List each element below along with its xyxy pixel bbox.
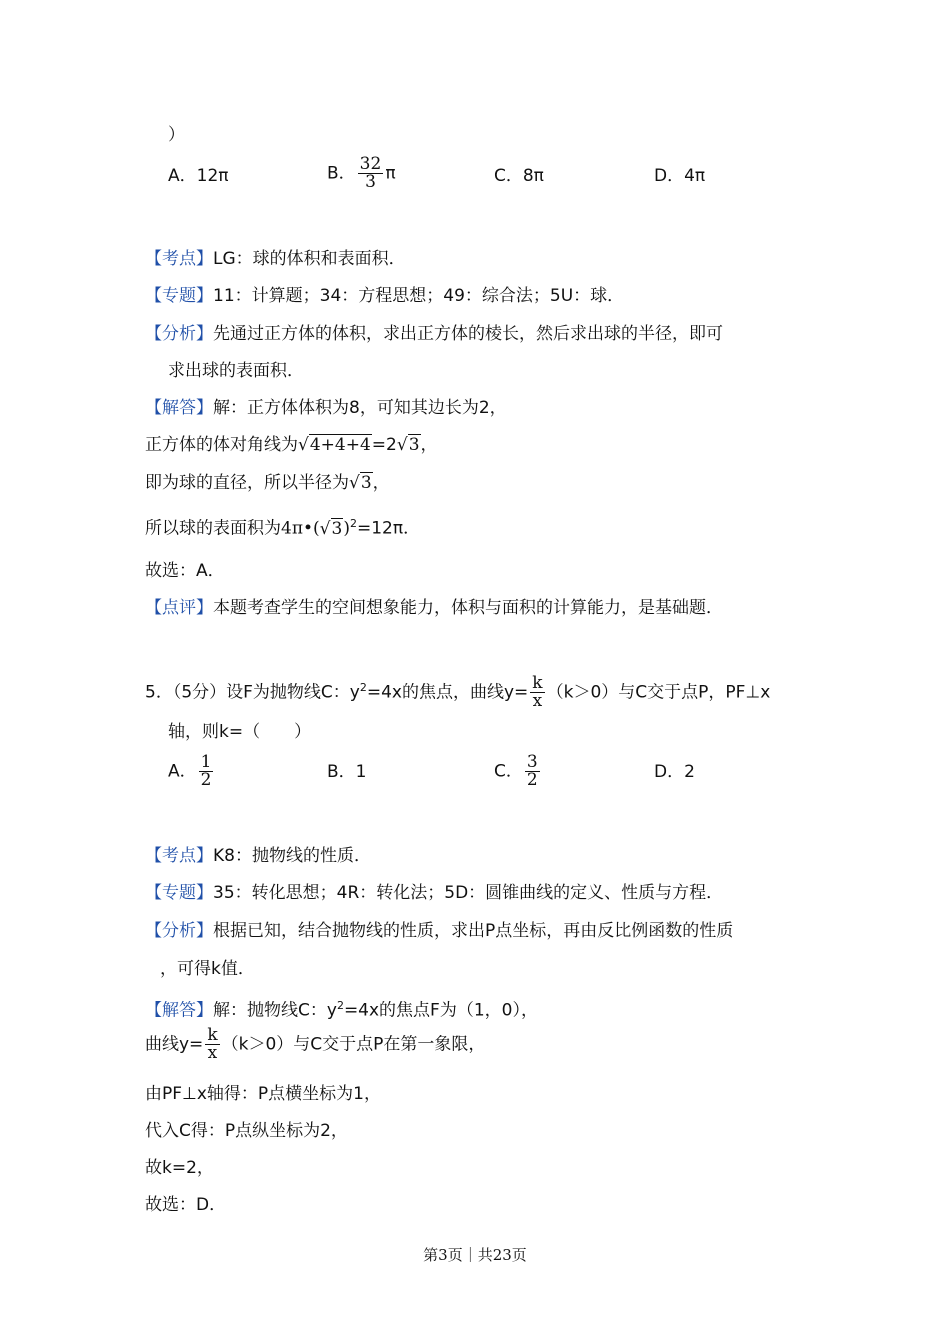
q4-jieda-line-3 <box>145 472 390 494</box>
q5-stem-text-a: 5．（5分）设F为抛物线C：y <box>145 682 360 703</box>
q5-option-a-label: A． <box>168 761 197 782</box>
q5-jieda-line-4: 代入C得：P点纵坐标为2， <box>145 1121 348 1141</box>
q5-option-d: D．2 <box>654 762 695 782</box>
q4-option-b-denominator: 3 <box>365 172 376 192</box>
q5-kaodian-text: K8：抛物线的性质． <box>213 846 371 866</box>
q5-jieda-line-2-text: 曲线y= <box>145 1034 204 1055</box>
q5-option-c-numerator: 3 <box>526 752 538 772</box>
q4-jieda <box>145 397 507 419</box>
q5-zhuanti-tag: 【专题】 <box>145 883 213 903</box>
q5-fenxi-text-2: ，可得k值． <box>160 959 255 979</box>
q4-area-radical <box>320 518 344 540</box>
q4-zhuanti-tag: 【专题】 <box>145 286 213 306</box>
q5-kaodian <box>145 845 371 867</box>
q4-radical-4-4-4 <box>298 434 372 456</box>
q4-area-close-paren: ) <box>343 518 350 539</box>
q5-fenxi-tag: 【分析】 <box>145 921 213 941</box>
q4-kaodian-text: LG：球的体积和表面积． <box>213 249 406 269</box>
q5-jieda-line-5: 故k=2， <box>145 1158 214 1178</box>
q4-option-d: D．4π <box>654 166 706 186</box>
q4-option-a: A．12π <box>168 166 229 186</box>
q4-jieda-line-4 <box>145 513 420 540</box>
q4-kaodian-tag: 【考点】 <box>145 249 213 269</box>
q4-jieda-text-1: 解：正方体体积为8，可知其边长为2， <box>213 398 507 418</box>
q5-jieda <box>145 995 538 1022</box>
q5-fenxi <box>145 920 733 942</box>
q4-jieda-line-2-text: 正方体的体对角线为 <box>145 435 298 455</box>
q5-option-c-label: C． <box>494 761 523 782</box>
q4-zhuanti <box>145 285 624 307</box>
radical-icon: √ <box>319 518 331 539</box>
q5-jieda-fraction-numerator: k <box>207 1025 218 1045</box>
q4-dianping-text: 本题考查学生的空间想象能力，体积与面积的计算能力，是基础题． <box>213 598 723 618</box>
page-footer: 第3页｜共23页 <box>423 1246 527 1264</box>
q4-stem-close: ） <box>168 125 185 145</box>
q5-stem-exponent: 2 <box>359 680 367 694</box>
q4-jieda-line-4-end: =12π． <box>356 518 421 539</box>
q4-option-c: C．8π <box>494 166 544 186</box>
radical-icon: √ <box>298 435 309 455</box>
radical-icon: √ <box>349 473 360 493</box>
q5-zhuanti-text: 35：转化思想；4R：转化法；5D：圆锥曲线的定义、性质与方程． <box>213 883 724 903</box>
q5-kaodian-tag: 【考点】 <box>145 846 213 866</box>
q5-jieda-fraction <box>205 1027 219 1062</box>
q4-dianping-tag: 【点评】 <box>145 598 213 618</box>
q5-option-a-denominator: 2 <box>200 770 212 790</box>
q4-kaodian <box>145 248 406 270</box>
q5-stem-text-b: =4x的焦点，曲线y= <box>366 682 529 703</box>
q5-stem-fraction <box>530 675 544 710</box>
q4-radicand-3: 3 <box>408 435 420 455</box>
q5-fenxi-text-1: 根据已知，结合抛物线的性质，求出P点坐标，再由反比例函数的性质 <box>213 921 734 941</box>
q5-jieda-tag: 【解答】 <box>145 1000 213 1021</box>
q5-jieda-exponent: 2 <box>336 999 344 1012</box>
q4-fenxi-text-1: 先通过正方体的体积，求出正方体的棱长，然后求出球的半径，即可 <box>213 324 723 344</box>
q4-jieda-line-2-mid: =2 <box>371 435 397 455</box>
q5-option-a-fraction <box>199 754 214 789</box>
q4-fenxi-text-2: 求出球的表面积． <box>168 361 304 381</box>
q5-jieda-text-1a: 解：抛物线C：y <box>213 1000 337 1021</box>
q4-fenxi-tag: 【分析】 <box>145 324 213 344</box>
q5-stem-fraction-numerator: k <box>532 673 543 693</box>
q4-jieda-tag: 【解答】 <box>145 398 213 418</box>
q5-option-b: B．1 <box>327 762 367 782</box>
q4-radicand-4-4-4: 4+4+4 <box>309 435 371 455</box>
q5-option-c <box>494 754 542 789</box>
q4-jieda-line-3-end: ， <box>372 473 390 493</box>
q4-area-exponent: 2 <box>349 517 357 530</box>
q4-option-b-fraction <box>358 156 384 191</box>
q5-zhuanti <box>145 882 723 904</box>
q5-jieda-text-1b: =4x的焦点F为（1，0）， <box>343 1000 538 1021</box>
q4-option-b-numerator: 32 <box>359 154 382 174</box>
q4-fenxi <box>145 323 723 345</box>
q5-jieda-line-2 <box>145 1027 485 1062</box>
q5-option-c-denominator: 2 <box>526 770 538 790</box>
q4-radius-radical <box>349 472 373 494</box>
q5-stem-fraction-denominator: x <box>532 691 543 711</box>
q5-stem-line-2: 轴，则k=（ ） <box>168 722 312 742</box>
q4-option-b <box>327 156 396 191</box>
q4-dianping <box>145 597 723 619</box>
q5-option-a-numerator: 1 <box>200 752 212 772</box>
q4-jieda-line-2-end: ， <box>420 435 438 455</box>
q5-stem-text-c: （k＞0）与C交于点P，PF⊥x <box>546 682 771 703</box>
q4-answer: 故选：A． <box>145 561 225 581</box>
q5-option-a <box>168 754 215 789</box>
q5-option-c-fraction <box>525 754 540 789</box>
q4-jieda-line-3-text: 即为球的直径，所以半径为 <box>145 473 349 493</box>
q5-jieda-fraction-denominator: x <box>207 1043 218 1063</box>
q5-answer: 故选：D． <box>145 1195 227 1215</box>
q4-zhuanti-text: 11：计算题；34：方程思想；49：综合法；5U：球． <box>213 286 625 306</box>
q4-option-b-suffix: π <box>385 163 396 184</box>
q5-jieda-line-2-post: （k＞0）与C交于点P在第一象限， <box>221 1034 486 1055</box>
q4-area-radicand: 3 <box>331 518 343 539</box>
q4-radius-radicand: 3 <box>360 473 372 493</box>
q5-jieda-line-3: 由PF⊥x轴得：P点横坐标为1， <box>145 1084 381 1104</box>
q5-stem-line-1 <box>145 675 770 710</box>
q4-jieda-line-4-text: 所以球的表面积为 <box>145 518 281 539</box>
q4-option-b-label: B． <box>327 163 356 184</box>
q4-area-expression: 4π•( <box>281 518 320 539</box>
q4-radical-3 <box>397 434 421 456</box>
q4-jieda-line-2 <box>145 434 438 456</box>
radical-icon: √ <box>396 435 408 455</box>
